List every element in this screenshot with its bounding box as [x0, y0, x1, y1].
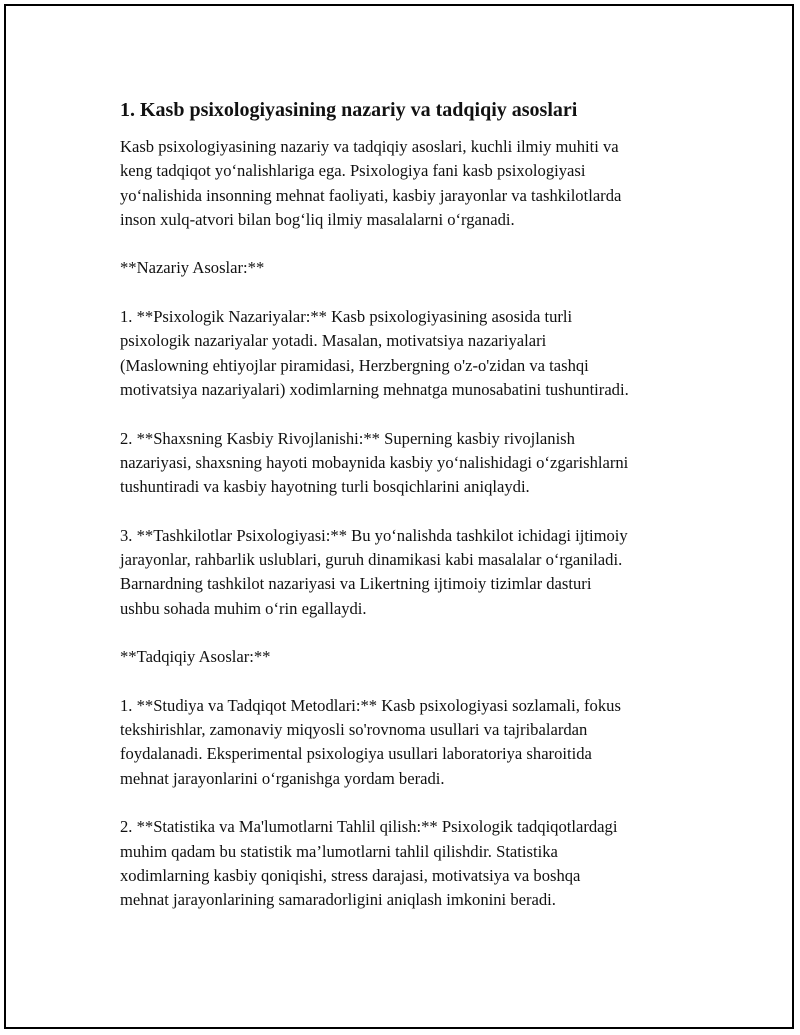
section-heading-nazariy: **Nazariy Asoslar:** — [120, 258, 265, 278]
section-heading-tadqiqiy: **Tadqiqiy Asoslar:** — [120, 647, 271, 667]
tadqiqiy-item-2: 2. **Statistika va Ma'lumotlarni Tahlil qilish:** Psixologik tadqiqotlardagi muhim qadam bu statistik ma’lumotlarni tahlil qilishdir. Statistika xodimlarning kasbiy qoniqishi, stress darajasi, motivatsiya va boshqa mehnat jarayonlarining samaradorligini aniqlash imkonini beradi. — [120, 817, 618, 910]
nazariy-item-3: 3. **Tashkilotlar Psixologiyasi:** Bu yo‘nalishda tashkilot ichidagi ijtimoiy jarayonlar, rahbarlik uslublari, guruh dinamikasi kabi masalalar o‘rganiladi. Barnardning tashkilot nazariyasi va Likertning ijtimoiy tizimlar dasturi ushbu sohada muhim o‘rin egallaydi. — [120, 525, 628, 618]
tadqiqiy-item-1: 1. **Studiya va Tadqiqot Metodlari:** Kasb psixologiyasi sozlamali, fokus tekshirishlar, zamonaviy miqyosli so'rovnoma usullari va tajribalardan foydalanadi. Eksperimental psixologiya usullari laboratoriya sharoitida mehnat jarayonlarini o‘rganishga yordam beradi. — [120, 695, 621, 788]
document-title: 1. Kasb psixologiyasining nazariy va tadqiqiy asoslari — [120, 99, 578, 121]
document-page — [4, 4, 794, 1029]
nazariy-item-1: 1. **Psixologik Nazariyalar:** Kasb psixologiyasining asosida turli psixologik nazariyalar yotadi. Masalan, motivatsiya nazariyalari (Maslowning ehtiyojlar piramidasi, Herzbergning o'z-o'zidan va tashqi motivatsiya nazariyalari) xodimlarning mehnatga munosabatini tushuntiradi. — [120, 307, 629, 399]
nazariy-item-2: 2. **Shaxsning Kasbiy Rivojlanishi:** Superning kasbiy rivojlanish nazariyasi, shaxsning hayoti mobaynida kasbiy yo‘nalishidagi o‘zgarishlarni tushuntiradi va kasbiy hayotning turli bosqichlarini aniqlaydi. — [120, 428, 629, 497]
intro-paragraph: Kasb psixologiyasining nazariy va tadqiqiy asoslari, kuchli ilmiy muhiti va keng tadqiqot yo‘nalishlariga ega. Psixologiya fani kasb psixologiyasi yo‘nalishida insonning mehnat faoliyati, kasbiy jarayonlar va tashkilotlarda inson xulq-atvori bilan bog‘liq ilmiy masalalarni o‘rganadi. — [120, 137, 622, 229]
document-body — [120, 98, 700, 937]
